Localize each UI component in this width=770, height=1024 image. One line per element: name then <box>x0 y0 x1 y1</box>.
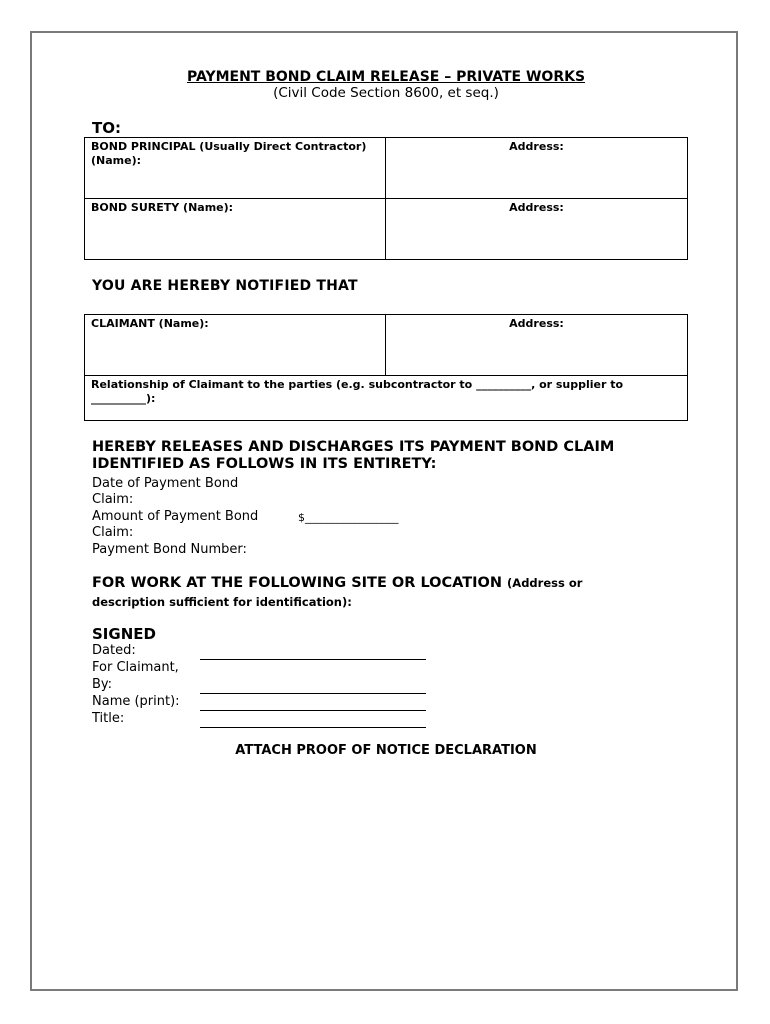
form-title: PAYMENT BOND CLAIM RELEASE – PRIVATE WORKS <box>186 69 586 85</box>
bond-surety-cell[interactable] <box>85 199 386 260</box>
dated-line[interactable] <box>200 659 426 660</box>
bond-number-label: Payment Bond Number: <box>92 542 247 557</box>
for-claimant-label: For Claimant, <box>92 660 179 675</box>
attach-proof-note: ATTACH PROOF OF NOTICE DECLARATION <box>235 743 537 758</box>
claimant-table <box>84 314 688 421</box>
bond-principal-cell[interactable] <box>85 138 386 199</box>
amount-of-claim-label: Amount of Payment Bond Claim: <box>92 509 259 540</box>
notified-heading: YOU ARE HEREBY NOTIFIED THAT <box>92 278 358 294</box>
work-location-subtext: description sufficient for identification): <box>92 595 352 609</box>
relationship-cell[interactable] <box>85 376 688 421</box>
form-subtitle: (Civil Code Section 8600, et seq.) <box>273 85 499 101</box>
by-signature-line[interactable] <box>200 693 426 694</box>
claimant-address-cell[interactable] <box>386 315 688 376</box>
signed-heading: SIGNED <box>92 625 156 643</box>
bond-surety-address-cell[interactable] <box>386 199 688 260</box>
relationship-label: Relationship of Claimant to the parties (e.g. subcontractor to __________, or supplier to __________): <box>91 378 624 405</box>
title-line[interactable] <box>200 727 426 728</box>
bond-principal-label: BOND PRINCIPAL (Usually Direct Contractor)(Name): <box>91 140 367 167</box>
name-print-line[interactable] <box>200 710 426 711</box>
claimant-name-label: CLAIMANT (Name): <box>91 317 209 330</box>
address-label: Address: <box>509 140 564 153</box>
form-page <box>30 31 738 991</box>
bond-principal-address-cell[interactable] <box>386 138 688 199</box>
bond-surety-label: BOND SURETY (Name): <box>91 201 234 214</box>
claimant-name-cell[interactable] <box>85 315 386 376</box>
parties-table <box>84 137 688 260</box>
dated-label: Dated: <box>92 643 136 658</box>
work-location-heading: FOR WORK AT THE FOLLOWING SITE OR LOCATION (Address or <box>92 575 583 591</box>
releases-heading: HEREBY RELEASES AND DISCHARGES ITS PAYMENT BOND CLAIM IDENTIFIED AS FOLLOWS IN ITS ENTIRETY: <box>92 439 615 472</box>
address-label: Address: <box>509 201 564 214</box>
to-heading: TO: <box>92 119 121 137</box>
name-print-label: Name (print): <box>92 694 180 709</box>
date-of-claim-label: Date of Payment Bond Claim: <box>92 476 239 507</box>
address-label: Address: <box>509 317 564 330</box>
amount-field[interactable]: $_________________ <box>298 511 399 524</box>
title-label: Title: <box>92 711 125 726</box>
by-label: By: <box>92 677 113 692</box>
